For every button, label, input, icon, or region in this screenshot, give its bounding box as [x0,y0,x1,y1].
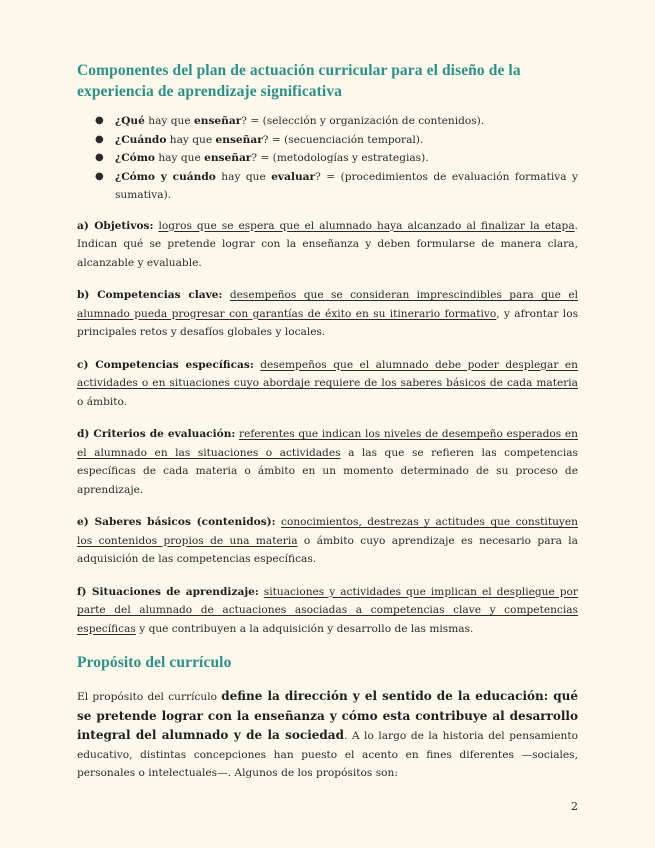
item-competencias-especificas [77,356,578,412]
item-definition: situaciones y actividades que implican el despliegue por parte del alumnado de actuaciones asociadas a competencias clave y competencias específicas [77,585,578,635]
bullet-question: ¿Qué [115,115,145,127]
item-definition: logros que se espera que el alumnado haya alcanzado al finalizar la etapa [158,219,575,232]
item-text: o ámbito cuyo aprendizaje es necesario para la adquisición de las competencias específicas. [77,534,578,565]
bullet-text: ? = (selección y organización de contenidos). [241,115,485,127]
item-text: . Indican qué se pretende lograr con la enseñanza y deben formularse de manera clara, alcanzable y evaluable. [77,219,579,269]
item-text: a las que se refieren las competencias específicas de cada materia o ámbito en un momento determinado de su proceso de aprendizaje. [77,446,578,496]
item-definition: desempeños que se consideran imprescindibles para que el alumnado pueda progresar con garantías de éxito en su itinerario formativo [77,289,578,320]
bullet-question: ¿Cómo [115,152,155,164]
item-label: e) Saberes básicos (contenidos): [77,516,276,528]
page-number: 2 [571,800,578,813]
paragraph-emphasis: define la dirección y el sentido de la educación: qué se pretende lograr con la enseñanza y cómo esta contribuye al desarrollo integral del alumnado y de la sociedad [77,689,578,742]
bullet-text: ? = (procedimientos de evaluación formativa y sumativa). [115,170,578,201]
item-competencias-clave [77,286,578,342]
bullet-verb: enseñar [204,152,252,164]
bullet-icon: ● [95,170,104,182]
bullet-verb: enseñar [215,133,263,146]
bullet-middle: hay que [144,115,194,127]
item-label: c) Competencias específicas: [77,358,254,371]
item-text: , y afrontar los principales retos y desafíos globales y locales. [77,307,579,338]
item-definition: conocimientos, destrezas y actitudes que constituyen los contenidos propios de una materia [77,516,578,547]
bullet-item [95,149,578,168]
paragraph-text: . A lo largo de la historia del pensamiento educativo, distintas concepciones han puesto el acento en fines diferentes —sociales, personales o intelectuales—. Algunos de los propósitos son: [77,730,578,779]
item-label: d) Criterios de evaluación: [77,428,236,440]
bullet-question: ¿Cómo y cuándo [115,170,216,183]
bullet-verb: evaluar [271,170,316,183]
bullet-middle: hay que [166,133,216,146]
item-label: b) Competencias clave: [77,289,223,301]
section-title-proposito: Propósito del currículo [77,654,232,671]
bullet-verb: enseñar [194,115,242,127]
bullet-list [77,112,578,205]
bullet-item [95,131,578,150]
item-text: o ámbito. [77,395,128,408]
bullet-item [95,112,578,131]
item-criterios-evaluacion [77,425,578,499]
bullet-icon: ● [95,133,104,145]
bullet-icon: ● [95,152,104,163]
section-title-componentes: Componentes del plan de actuación curricular para el diseño de la experiencia de aprendizaje significativa [77,62,521,100]
item-definition: desempeños que el alumnado debe poder desplegar en actividades o en situaciones cuyo abordaje requiere de los saberes básicos de cada materia [77,358,578,389]
paragraph-proposito [77,687,578,783]
item-objetivos [77,217,578,273]
item-text: y que contribuyen a la adquisición y desarrollo de las mismas. [135,622,474,635]
bullet-icon: ● [95,115,104,126]
bullet-text: ? = (metodologías y estrategias). [251,152,429,164]
item-saberes-basicos [77,513,578,569]
bullet-middle: hay que [154,152,205,164]
item-label: f) Situaciones de aprendizaje: [77,585,259,598]
bullet-question: ¿Cuándo [115,133,167,146]
bullet-text: ? = (secuenciación temporal). [262,133,424,146]
paragraph-intro: El propósito del currículo [77,691,222,703]
bullet-item [95,168,578,205]
item-definition: referentes que indican los niveles de desempeño esperados en el alumnado en las situaciones o actividades [77,428,578,459]
item-label: a) Objetivos: [77,219,154,232]
item-situaciones-aprendizaje [77,583,578,639]
bullet-middle: hay que [215,170,272,183]
